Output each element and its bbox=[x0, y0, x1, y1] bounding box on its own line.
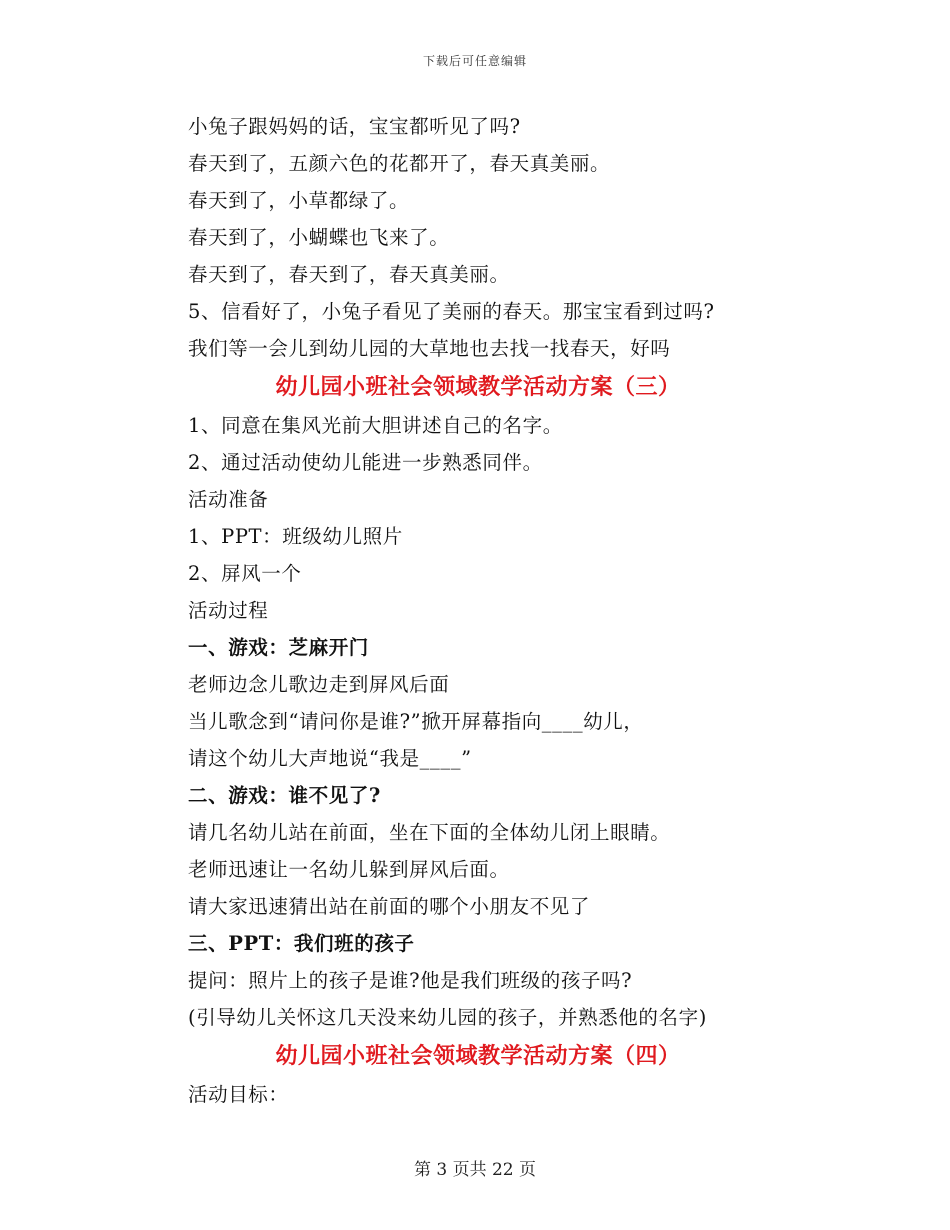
paragraph-line: 小兔子跟妈妈的话，宝宝都听见了吗? bbox=[188, 115, 521, 138]
paragraph-line: 活动准备 bbox=[188, 488, 269, 511]
paragraph-line: 5、信看好了，小兔子看见了美丽的春天。那宝宝看到过吗? bbox=[188, 300, 715, 323]
paragraph-line: 活动目标： bbox=[188, 1083, 289, 1106]
paragraph-line: 春天到了，五颜六色的花都开了，春天真美丽。 bbox=[188, 152, 611, 175]
paragraph-line: 提问：照片上的孩子是谁?他是我们班级的孩子吗? bbox=[188, 969, 633, 992]
document-body bbox=[188, 108, 788, 1113]
paragraph-line: 2、通过活动使幼儿能进一步熟悉同伴。 bbox=[188, 451, 543, 474]
paragraph-line: 老师迅速让一名幼儿躲到屏风后面。 bbox=[188, 858, 510, 881]
paragraph-line: 活动过程 bbox=[188, 599, 269, 622]
page-number-footer: 第 3 页共 22 页 bbox=[413, 1160, 537, 1180]
paragraph-line: 当儿歌念到“请问你是谁?”掀开屏幕指向____幼儿， bbox=[188, 710, 644, 733]
paragraph-line: 请大家迅速猜出站在前面的哪个小朋友不见了 bbox=[188, 895, 591, 918]
subsection-title: 一、游戏：芝麻开门 bbox=[188, 636, 369, 659]
paragraph-line: 春天到了，春天到了，春天真美丽。 bbox=[188, 263, 510, 286]
paragraph-line: 1、PPT：班级幼儿照片 bbox=[188, 525, 403, 548]
paragraph-line: 春天到了，小草都绿了。 bbox=[188, 189, 410, 212]
paragraph-line: 春天到了，小蝴蝶也飞来了。 bbox=[188, 226, 450, 249]
paragraph-line: 请这个幼儿大声地说“我是____” bbox=[188, 747, 472, 770]
page-header-note: 下载后可任意编辑 bbox=[422, 54, 527, 68]
paragraph-line: 2、屏风一个 bbox=[188, 562, 302, 585]
paragraph-line: (引导幼儿关怀这几天没来幼儿园的孩子，并熟悉他的名字) bbox=[188, 1006, 707, 1029]
section-heading: 幼儿园小班社会领域教学活动方案（三） bbox=[275, 374, 681, 400]
section-heading: 幼儿园小班社会领域教学活动方案（四） bbox=[275, 1043, 681, 1069]
paragraph-line: 我们等一会儿到幼儿园的大草地也去找一找春天，好吗 bbox=[188, 337, 671, 360]
paragraph-line: 老师边念儿歌边走到屏风后面 bbox=[188, 673, 450, 696]
subsection-title: 三、PPT：我们班的孩子 bbox=[188, 932, 415, 955]
subsection-title: 二、游戏：谁不见了? bbox=[188, 784, 381, 807]
paragraph-line: 请几名幼儿站在前面，坐在下面的全体幼儿闭上眼睛。 bbox=[188, 821, 671, 844]
paragraph-line: 1、同意在集风光前大胆讲述自己的名字。 bbox=[188, 414, 563, 437]
